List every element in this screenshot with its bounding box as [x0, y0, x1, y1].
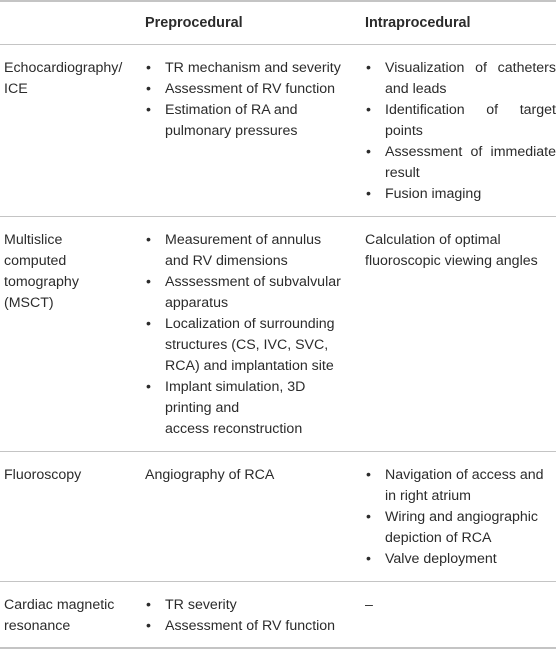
table-row — [0, 45, 556, 217]
intraprocedural-cell: – — [365, 582, 556, 649]
modality-line: computed — [4, 253, 67, 269]
intraprocedural-cell — [365, 45, 556, 217]
table-row — [0, 582, 556, 649]
modality-line: Fluoroscopy — [4, 467, 82, 483]
bullet-icon: • — [146, 102, 151, 118]
bullet-icon: • — [146, 316, 151, 332]
list-item: • Valve deployment — [365, 549, 556, 570]
table-row — [0, 452, 556, 582]
list-item: • Implant simulation, 3D printing and access reconstruction — [146, 379, 306, 437]
bullet-icon: • — [146, 232, 151, 248]
list-item: • Localization of surrounding structures (CS, IVC, SVC, RCA) and implantation site — [146, 316, 335, 374]
modality-cell — [0, 452, 145, 582]
bullet-icon: • — [366, 144, 371, 160]
modality-line: ICE — [4, 81, 28, 97]
bullet-icon: • — [146, 60, 151, 76]
modality-cell — [0, 217, 145, 452]
bullet-icon: • — [366, 467, 371, 483]
list-item: • TR mechanism and severity — [145, 58, 365, 79]
list-item: • Visualization of catheters and leads — [366, 60, 556, 97]
list-item: • Fusion imaging — [365, 184, 556, 205]
list-item: • Asssessment of subvalvular apparatus — [146, 274, 341, 311]
bullet-list — [365, 58, 556, 205]
table-row — [0, 217, 556, 452]
bullet-list — [145, 595, 365, 637]
bullet-icon: • — [146, 618, 151, 634]
modality-line: resonance — [4, 618, 71, 634]
bullet-icon: • — [366, 60, 371, 76]
preprocedural-cell — [145, 45, 365, 217]
bullet-list — [145, 230, 365, 440]
intraprocedural-cell — [365, 452, 556, 582]
list-item: • Measurement of annulus and RV dimensions — [146, 232, 322, 269]
modality-line: (MSCT) — [4, 295, 54, 311]
intraprocedural-cell: Calculation of optimal fluoroscopic viewing angles — [365, 217, 556, 452]
list-item: • Estimation of RA and pulmonary pressures — [146, 102, 298, 139]
preprocedural-cell — [145, 217, 365, 452]
list-item: • Navigation of access and in right atrium — [366, 467, 544, 504]
header-modality — [0, 1, 145, 45]
bullet-list — [145, 58, 365, 142]
bullet-icon: • — [146, 597, 151, 613]
modality-cell — [0, 45, 145, 217]
list-item: • Wiring and angiographic depiction of RCA — [366, 509, 539, 546]
bullet-list — [365, 465, 556, 570]
bullet-icon: • — [366, 102, 371, 118]
header-preprocedural: Preprocedural — [145, 1, 365, 45]
modality-line: Multislice — [4, 232, 63, 248]
bullet-icon: • — [146, 81, 151, 97]
bullet-icon: • — [366, 186, 371, 202]
modality-line: Cardiac magnetic — [4, 597, 115, 613]
bullet-icon: • — [146, 379, 151, 395]
header-row — [0, 1, 556, 45]
list-item: • Assessment of RV function — [145, 616, 365, 637]
modality-cell — [0, 582, 145, 649]
modality-line: tomography — [4, 274, 79, 290]
bullet-icon: • — [146, 274, 151, 290]
list-item: • Assessment of immediate result — [366, 144, 556, 181]
bullet-icon: • — [366, 551, 371, 567]
list-item: • Assessment of RV function — [145, 79, 365, 100]
preprocedural-cell: Angiography of RCA — [145, 452, 365, 582]
modality-line: Echocardiography/ — [4, 60, 123, 76]
preprocedural-cell — [145, 582, 365, 649]
list-item: • Identification of target points — [366, 102, 556, 139]
bullet-icon: • — [366, 509, 371, 525]
list-item: • TR severity — [145, 595, 365, 616]
header-intraprocedural: Intraprocedural — [365, 1, 556, 45]
